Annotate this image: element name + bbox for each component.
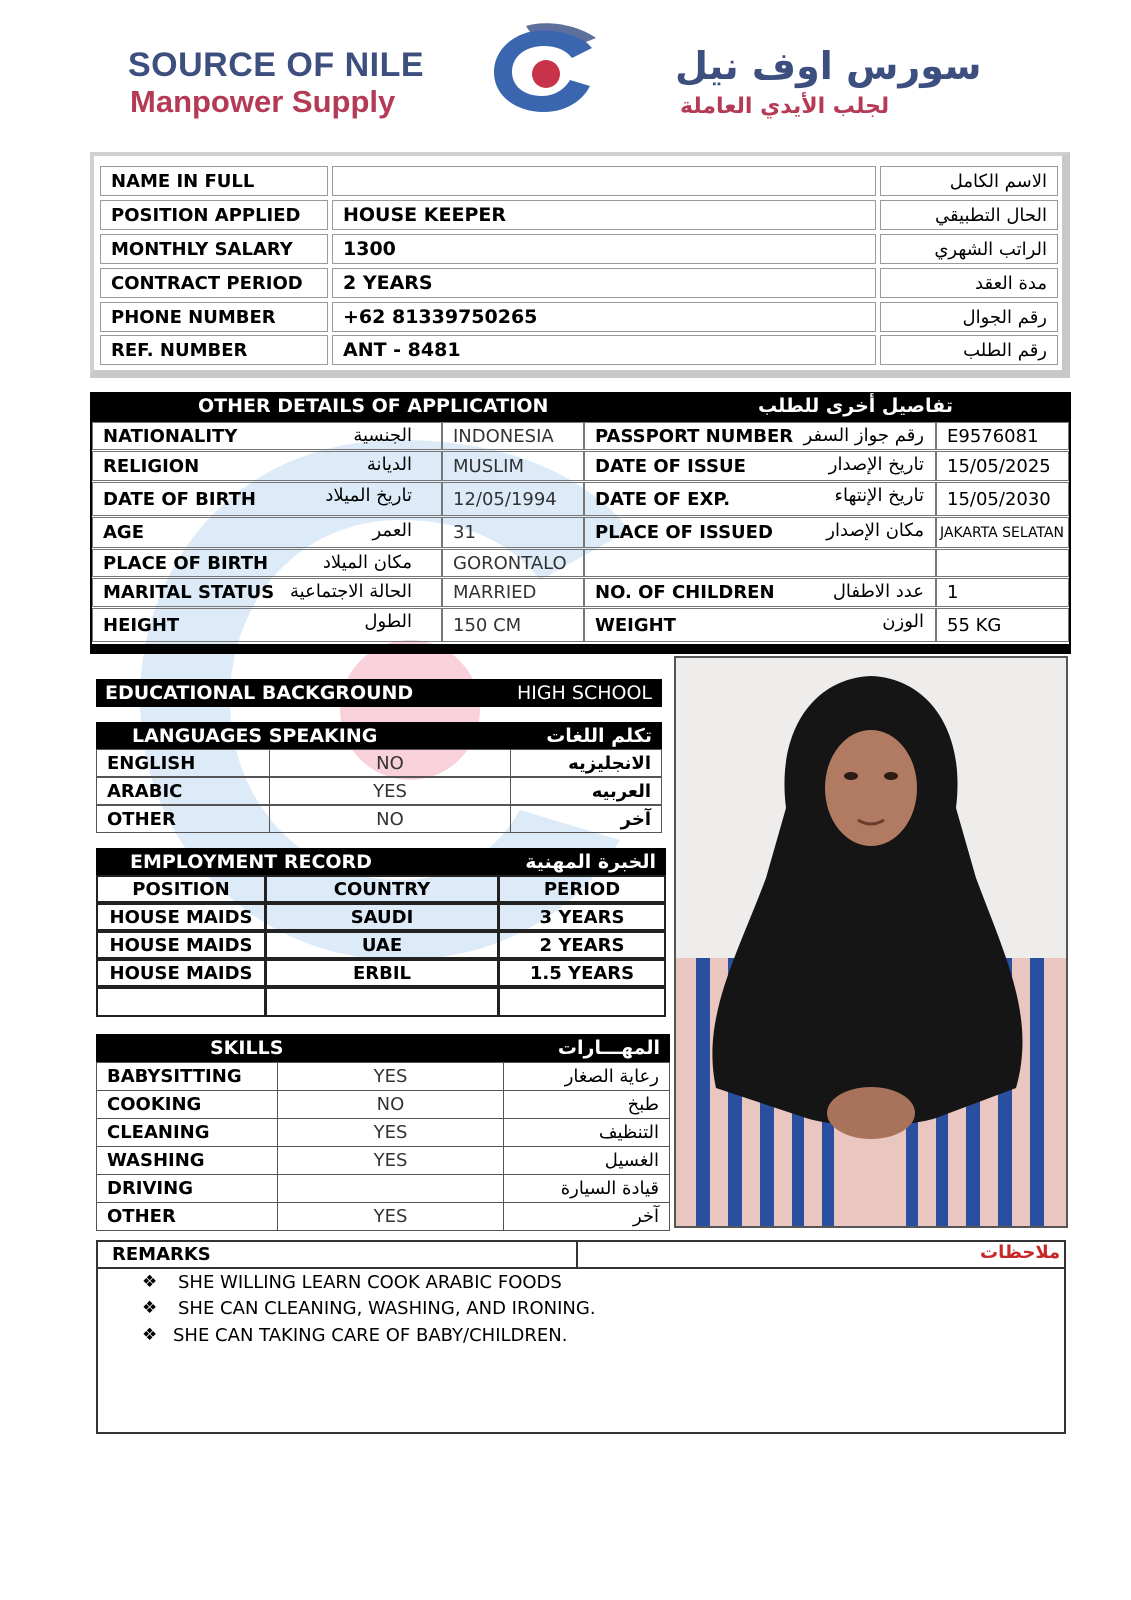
language-name-ar: آخر (510, 805, 662, 833)
top-value: +62 81339750265 (332, 302, 876, 332)
detail-value: MARRIED (442, 578, 584, 607)
language-name-ar: الانجليزيه (510, 749, 662, 777)
skill-name-ar: طبخ (503, 1090, 670, 1119)
skill-name-ar: آخر (503, 1202, 670, 1231)
skill-name-ar: الغسيل (503, 1146, 670, 1175)
language-value: YES (269, 777, 511, 805)
employment-header: COUNTRY (265, 875, 499, 903)
detail-label-ar: مكان الإصدار (826, 520, 924, 541)
detail-label-en: HEIGHT (92, 608, 442, 642)
company-tagline-en: Manpower Supply (130, 84, 396, 119)
detail-label-en: PLACE OF ISSUED (584, 517, 936, 548)
detail-value: 15/05/2025 (936, 451, 1069, 481)
skills-title-bar (96, 1034, 670, 1062)
detail-label-en: PASSPORT NUMBER (584, 422, 936, 450)
employment-header: PERIOD (498, 875, 666, 903)
employment-cell (96, 987, 266, 1017)
detail-label-en: NO. OF CHILDREN (584, 578, 936, 607)
employment-cell: UAE (265, 931, 499, 959)
skill-name: DRIVING (96, 1174, 278, 1203)
employment-title-en: EMPLOYMENT RECORD (130, 850, 372, 873)
detail-label-en: NATIONALITY (92, 422, 442, 450)
skill-name-ar: قيادة السيارة (503, 1174, 670, 1203)
other-details-title-bar (90, 392, 1071, 420)
other-details-title-en: OTHER DETAILS OF APPLICATION (198, 395, 549, 417)
remark-item: SHE CAN CLEANING, WASHING, AND IRONING. (178, 1298, 596, 1319)
detail-label-ar: تاريخ الميلاد (325, 485, 412, 506)
applicant-photo (674, 656, 1068, 1228)
language-value: NO (269, 805, 511, 833)
language-name-ar: العربيه (510, 777, 662, 805)
detail-label-en: DATE OF ISSUE (584, 451, 936, 481)
skill-value: YES (277, 1146, 504, 1175)
language-value: NO (269, 749, 511, 777)
detail-label-en (584, 549, 936, 577)
detail-value: JAKARTA SELATAN (936, 517, 1069, 548)
employment-cell: 2 YEARS (498, 931, 666, 959)
remarks-label-en: REMARKS (112, 1244, 211, 1265)
top-value: ANT - 8481 (332, 335, 876, 365)
languages-title-ar: تكلم اللغات (546, 724, 652, 747)
detail-label-en: MARITAL STATUS (92, 578, 442, 607)
top-label-en: PHONE NUMBER (100, 302, 328, 332)
top-label-ar: الحال التطبيقي (880, 200, 1058, 230)
remark-item: SHE WILLING LEARN COOK ARABIC FOODS (178, 1272, 562, 1293)
remark-bullet-icon: ❖ (142, 1272, 158, 1292)
detail-label-ar: تاريخ الإنتهاء (834, 485, 924, 506)
employment-cell: SAUDI (265, 903, 499, 931)
company-name-en: SOURCE OF NILE (128, 46, 425, 84)
language-name: OTHER (96, 805, 270, 833)
detail-label-ar: الوزن (882, 611, 924, 632)
education-label: EDUCATIONAL BACKGROUND (105, 682, 414, 704)
detail-value (936, 549, 1069, 577)
detail-value: E9576081 (936, 422, 1069, 450)
top-value: HOUSE KEEPER (332, 200, 876, 230)
top-label-en: NAME IN FULL (100, 166, 328, 196)
remark-bullet-icon: ❖ (142, 1325, 158, 1345)
education-bar (96, 679, 662, 707)
skill-name: BABYSITTING (96, 1062, 278, 1091)
remarks-label-ar: ملاحظات (980, 1242, 1061, 1263)
detail-label-en: PLACE OF BIRTH (92, 549, 442, 577)
top-value (332, 166, 876, 196)
languages-title-en: LANGUAGES SPEAKING (132, 724, 378, 747)
detail-value: 55 KG (936, 608, 1069, 642)
detail-label-en: AGE (92, 517, 442, 548)
top-label-en: MONTHLY SALARY (100, 234, 328, 264)
skill-name-ar: التنظيف (503, 1118, 670, 1147)
skill-value: YES (277, 1202, 504, 1231)
top-label-ar: رقم الجوال (880, 302, 1058, 332)
skill-name: OTHER (96, 1202, 278, 1231)
detail-label-ar: الديانة (366, 454, 412, 475)
detail-label-ar: رقم جواز السفر (803, 425, 924, 446)
skill-name: CLEANING (96, 1118, 278, 1147)
skills-title-en: SKILLS (210, 1037, 284, 1059)
top-label-en: CONTRACT PERIOD (100, 268, 328, 298)
employment-cell (265, 987, 499, 1017)
top-value: 1300 (332, 234, 876, 264)
language-name: ARABIC (96, 777, 270, 805)
employment-cell: 3 YEARS (498, 903, 666, 931)
detail-value: 150 CM (442, 608, 584, 642)
skill-name: COOKING (96, 1090, 278, 1119)
company-logo (486, 22, 606, 116)
detail-label-en: DATE OF EXP. (584, 482, 936, 516)
skills-title-ar: المهـــارات (557, 1037, 660, 1059)
detail-label-ar: الجنسية (353, 425, 412, 446)
detail-value: 12/05/1994 (442, 482, 584, 516)
top-label-ar: رقم الطلب (880, 335, 1058, 365)
remarks-header-split (576, 1240, 578, 1268)
detail-value: 15/05/2030 (936, 482, 1069, 516)
company-tagline-ar: لجلب الأيدي العاملة (680, 94, 890, 119)
detail-value: GORONTALO (442, 549, 584, 577)
employment-cell: HOUSE MAIDS (96, 931, 266, 959)
top-label-ar: مدة العقد (880, 268, 1058, 298)
detail-label-en: RELIGION (92, 451, 442, 481)
employment-header: POSITION (96, 875, 266, 903)
top-label-ar: الاسم الكامل (880, 166, 1058, 196)
language-name: ENGLISH (96, 749, 270, 777)
other-details-title-ar: تفاصيل أخرى للطلب (758, 395, 953, 417)
employment-cell: HOUSE MAIDS (96, 903, 266, 931)
employment-title-ar: الخبرة المهنية (525, 850, 656, 873)
education-value: HIGH SCHOOL (516, 682, 652, 704)
detail-label-ar: عدد الاطفال (832, 581, 924, 602)
top-label-en: REF. NUMBER (100, 335, 328, 365)
detail-label-ar: الطول (364, 611, 412, 632)
detail-label-en: WEIGHT (584, 608, 936, 642)
languages-title-bar (96, 722, 662, 749)
remarks-header-divider (96, 1267, 1066, 1269)
detail-label-ar: الحالة الاجتماعية (290, 581, 412, 602)
top-label-ar: الراتب الشهري (880, 234, 1058, 264)
detail-value: 31 (442, 517, 584, 548)
skill-name-ar: رعاية الصغار (503, 1062, 670, 1091)
employment-title-bar (96, 848, 666, 875)
company-name-ar: سورس اوف نيل (675, 44, 982, 88)
top-value: 2 YEARS (332, 268, 876, 298)
skill-value: YES (277, 1118, 504, 1147)
detail-value: INDONESIA (442, 422, 584, 450)
detail-label-ar: العمر (372, 520, 412, 541)
detail-label-en: DATE OF BIRTH (92, 482, 442, 516)
employment-cell: ERBIL (265, 959, 499, 987)
detail-value: 1 (936, 578, 1069, 607)
skill-value (277, 1174, 504, 1203)
skill-value: YES (277, 1062, 504, 1091)
detail-label-ar: تاريخ الإصدار (828, 454, 924, 475)
remark-bullet-icon: ❖ (142, 1298, 158, 1318)
skill-value: NO (277, 1090, 504, 1119)
skill-name: WASHING (96, 1146, 278, 1175)
detail-label-ar: مكان الميلاد (322, 552, 412, 573)
detail-value: MUSLIM (442, 451, 584, 481)
employment-cell: HOUSE MAIDS (96, 959, 266, 987)
top-label-en: POSITION APPLIED (100, 200, 328, 230)
remark-item: SHE CAN TAKING CARE OF BABY/CHILDREN. (173, 1325, 568, 1346)
employment-cell: 1.5 YEARS (498, 959, 666, 987)
employment-cell (498, 987, 666, 1017)
